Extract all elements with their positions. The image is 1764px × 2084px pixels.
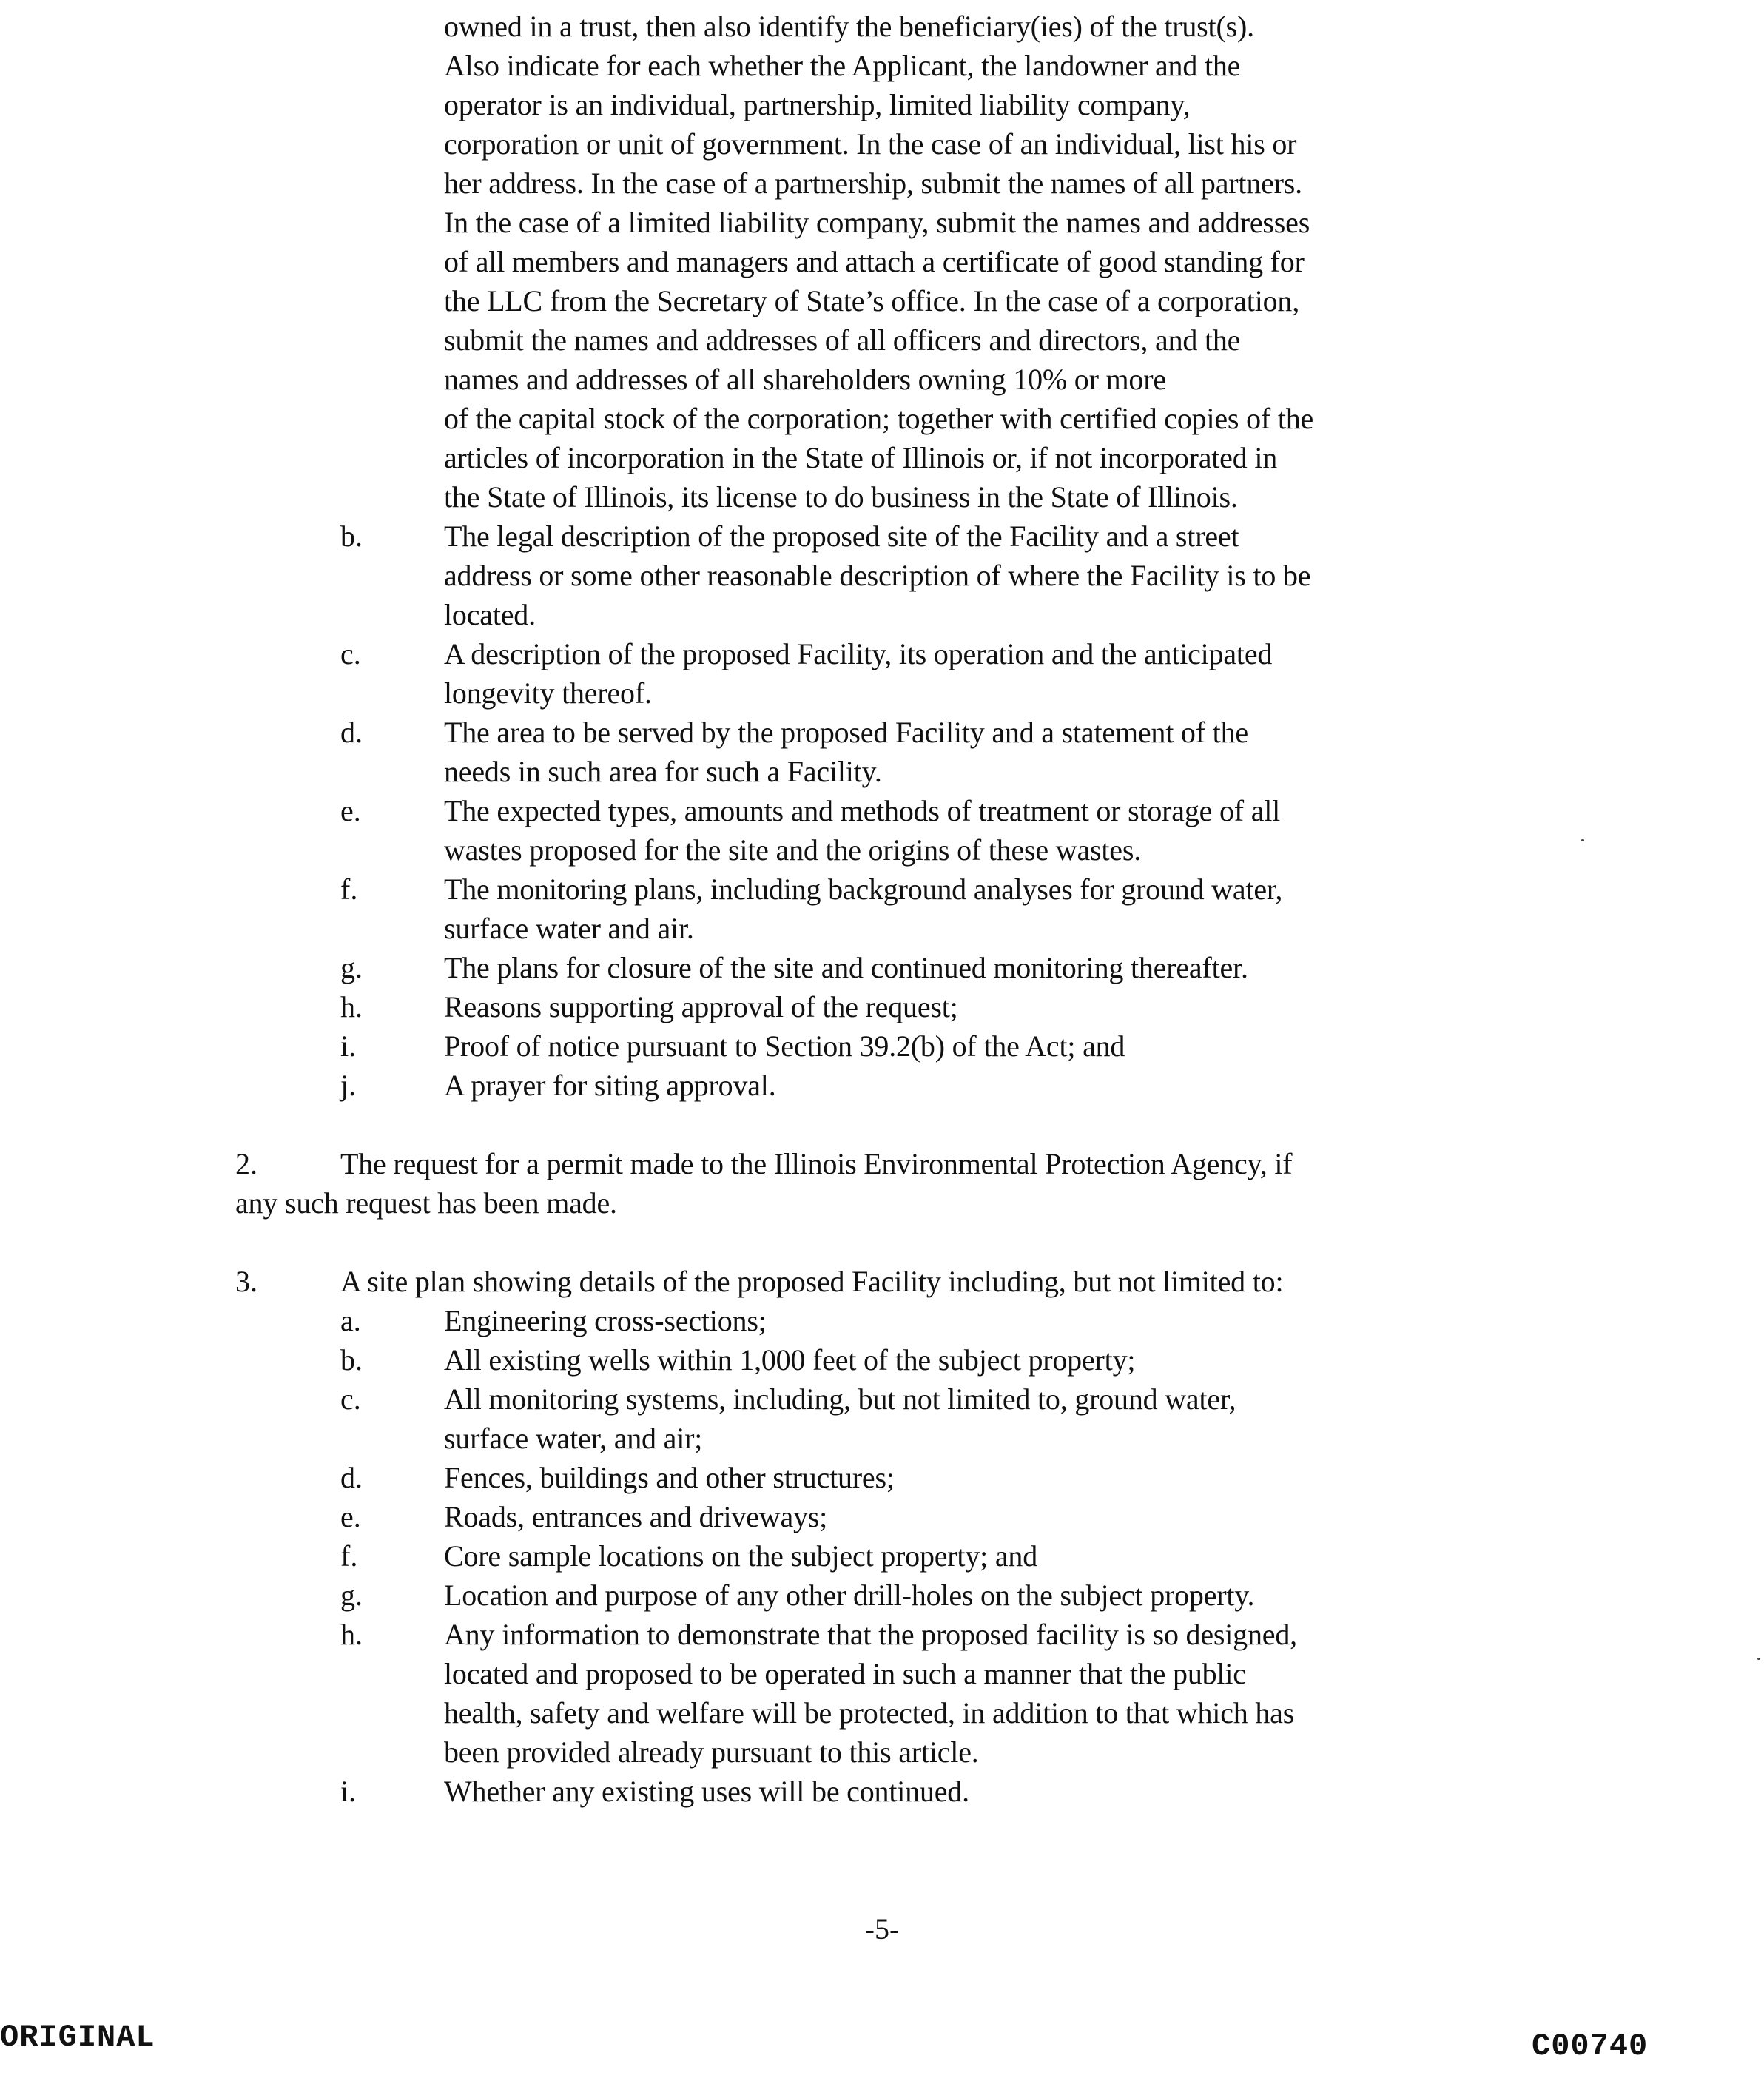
list-item-text: needs in such area for such a Facility. <box>444 755 882 788</box>
list-item-marker: b. <box>340 1343 363 1377</box>
text-line: owned in a trust, then also identify the beneficiary(ies) of the trust(s). <box>444 10 1254 43</box>
section-number: 2. <box>235 1147 257 1180</box>
text-line: In the case of a limited liability company, submit the names and addresses <box>444 206 1310 239</box>
list-item-text: Fences, buildings and other structures; <box>444 1461 895 1494</box>
list-item-text: located and proposed to be operated in such a manner that the public <box>444 1657 1246 1690</box>
list-item-text: Any information to demonstrate that the proposed facility is so designed, <box>444 1618 1297 1651</box>
list-item-text: health, safety and welfare will be protected, in addition to that which has <box>444 1696 1295 1730</box>
section-text: any such request has been made. <box>235 1186 617 1220</box>
list-item-text: address or some other reasonable description of where the Facility is to be <box>444 559 1311 592</box>
list-item-text: Reasons supporting approval of the request; <box>444 990 958 1023</box>
list-item-marker: i. <box>340 1029 357 1063</box>
scan-speck <box>1757 1658 1760 1660</box>
list-item-text: wastes proposed for the site and the origins of these wastes. <box>444 833 1142 867</box>
list-item-marker: f. <box>340 1539 358 1573</box>
list-item-text: Core sample locations on the subject property; and <box>444 1539 1038 1573</box>
page-number: -5- <box>864 1912 900 1946</box>
list-item-text: All existing wells within 1,000 feet of the subject property; <box>444 1343 1136 1377</box>
list-item-text: A prayer for siting approval. <box>444 1069 776 1102</box>
list-item-text: All monitoring systems, including, but not limited to, ground water, <box>444 1382 1236 1416</box>
list-item-text: The area to be served by the proposed Facility and a statement of the <box>444 716 1248 749</box>
text-line: operator is an individual, partnership, limited liability company, <box>444 88 1191 121</box>
text-line: the State of Illinois, its license to do business in the State of Illinois. <box>444 480 1238 514</box>
section-text: The request for a permit made to the Illinois Environmental Protection Agency, if <box>340 1147 1293 1180</box>
list-item-text: A description of the proposed Facility, its operation and the anticipated <box>444 637 1273 670</box>
list-item-marker: j. <box>340 1069 357 1102</box>
list-item-marker: d. <box>340 716 363 749</box>
text-line: submit the names and addresses of all officers and directors, and the <box>444 323 1241 357</box>
text-line: her address. In the case of a partnership, submit the names of all partners. <box>444 167 1302 200</box>
list-item-text: The monitoring plans, including background analyses for ground water, <box>444 873 1283 906</box>
list-item-text: Location and purpose of any other drill-holes on the subject property. <box>444 1579 1255 1612</box>
list-item-marker: c. <box>340 637 361 670</box>
text-line: articles of incorporation in the State of Illinois or, if not incorporated in <box>444 441 1278 474</box>
list-item-text: located. <box>444 598 536 631</box>
list-item-marker: d. <box>340 1461 363 1494</box>
list-item-text: The expected types, amounts and methods of treatment or storage of all <box>444 794 1281 827</box>
list-item-marker: e. <box>340 794 361 827</box>
list-item-text: Proof of notice pursuant to Section 39.2(b) of the Act; and <box>444 1029 1125 1063</box>
scan-speck <box>1581 839 1584 841</box>
list-item-marker: g. <box>340 1579 363 1612</box>
list-item-text: surface water and air. <box>444 912 694 945</box>
section-intro: A site plan showing details of the proposed Facility including, but not limited to: <box>340 1265 1284 1298</box>
list-item-text: Engineering cross-sections; <box>444 1304 767 1337</box>
section-number: 3. <box>235 1265 257 1298</box>
list-item-marker: b. <box>340 520 363 553</box>
list-item-text: surface water, and air; <box>444 1422 703 1455</box>
list-item-text: Whether any existing uses will be continued. <box>444 1775 969 1808</box>
document-id-stamp: C00740 <box>1532 2028 1649 2064</box>
list-item-text: longevity thereof. <box>444 676 652 710</box>
list-item-marker: h. <box>340 990 363 1023</box>
text-line: Also indicate for each whether the Applicant, the landowner and the <box>444 49 1241 82</box>
list-item-text: The legal description of the proposed site of the Facility and a street <box>444 520 1239 553</box>
list-item-marker: h. <box>340 1618 363 1651</box>
list-item-marker: a. <box>340 1304 361 1337</box>
list-item-text: The plans for closure of the site and continued monitoring thereafter. <box>444 951 1248 984</box>
original-stamp: ORIGINAL <box>0 2020 155 2055</box>
list-item-marker: g. <box>340 951 363 984</box>
text-line: the LLC from the Secretary of State’s office. In the case of a corporation, <box>444 284 1300 317</box>
text-line: of all members and managers and attach a certificate of good standing for <box>444 245 1305 278</box>
list-item-marker: i. <box>340 1775 357 1808</box>
text-line: of the capital stock of the corporation; together with certified copies of the <box>444 402 1314 435</box>
list-item-text: been provided already pursuant to this article. <box>444 1735 979 1769</box>
list-item-text: Roads, entrances and driveways; <box>444 1500 828 1533</box>
list-item-marker: f. <box>340 873 358 906</box>
text-line: names and addresses of all shareholders owning 10% or more <box>444 363 1166 396</box>
list-item-marker: e. <box>340 1500 361 1533</box>
list-item-marker: c. <box>340 1382 361 1416</box>
text-line: corporation or unit of government. In the case of an individual, list his or <box>444 127 1297 161</box>
